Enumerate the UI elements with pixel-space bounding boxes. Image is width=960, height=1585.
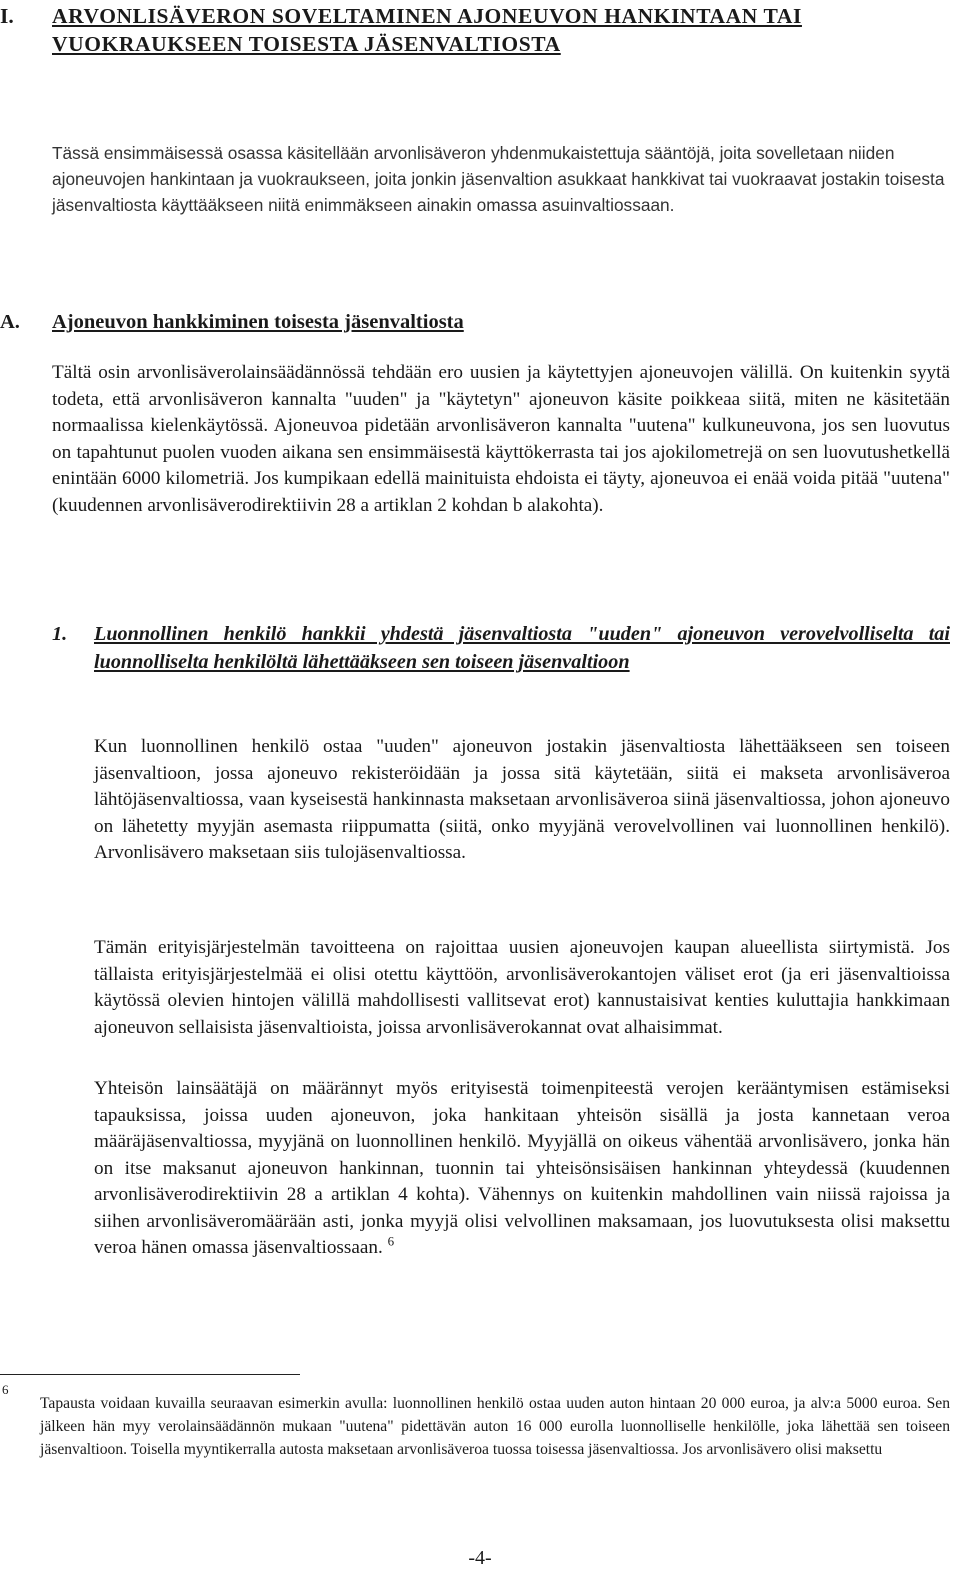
footnote-reference[interactable]: 6: [387, 1233, 395, 1249]
subsection-number: A.: [0, 311, 20, 333]
subsection-heading: [0, 308, 950, 336]
item-number: 1.: [52, 623, 68, 645]
footnote-number: 6: [2, 1382, 9, 1397]
footnote-text: Tapausta voidaan kuvailla seuraavan esimerkin avulla: luonnollinen henkilö ostaa uuden auton hintaan 20 000 euroa, ja alv:a 5000 euroa. Sen jälkeen hän myy verolainsäädännön mukaan "uutena" pidettävän auton 16 000 eurolla luonnolliselle henkilölle, joka lähettää sen toiseen jäsenvaltioon. Toisella myyntikerralla autosta maksetaan arvonlisäveroa tuossa toisessa jäsenvaltiossa. Jos arvonlisävero olisi maksettu: [40, 1395, 950, 1458]
section-heading: [0, 2, 950, 58]
item-heading: [52, 620, 950, 676]
intro-paragraph: Tässä ensimmäisessä osassa käsitellään arvonlisäveron yhdenmukaistettuja sääntöjä, joita sovelletaan niiden ajoneuvojen hankintaan ja vuokraukseen, joita jonkin jäsenvaltion asukkaat hankkivat tai vuokraavat jostakin toisesta jäsenvaltiosta käyttääkseen niitä enimmäkseen ainakin omassa asuinvaltiossaan.: [52, 143, 945, 215]
item-paragraph-3: [94, 1076, 950, 1262]
item-paragraph-1: Kun luonnollinen henkilö ostaa "uuden" ajoneuvon jostakin jäsenvaltiosta lähettääkseen sen toiseen jäsenvaltioon, jossa ajoneuvo rekisteröidään ja jossa sitä käytetään, siitä ei makseta arvonlisäveroa lähtöjäsenvaltiossa, vaan kyseisestä hankinnasta maksetaan arvonlisäveroa siinä jäsenvaltiossa, johon ajoneuvo on lähetetty myyjän asemasta riippumatta (siitä, onko myyjänä verovelvollinen vai luonnollinen henkilö). Arvonlisävero maksetaan siis tulojäsenvaltiossa.: [94, 736, 950, 863]
item-title: Luonnollinen henkilö hankkii yhdestä jäsenvaltiosta "uuden" ajoneuvon verovelvolliselta tai luonnolliselta henkilöltä lähettääkseen sen toiseen jäsenvaltioon: [94, 623, 950, 673]
item-paragraph-2: Tämän erityisjärjestelmän tavoitteena on rajoittaa uusien ajoneuvojen kaupan alueellista siirtymistä. Jos tällaista erityisjärjestelmää ei olisi otettu käyttöön, arvonlisäverokantojen väliset erot (ja eri jäsenvaltioissa käytössä olevien hintojen välillä mahdollisesti vallitsevat erot) kannustaisivat kenties kuluttajia hankkimaan ajoneuvon sellaisista jäsenvaltioista, joissa arvonlisäverokannat ovat alhaisimmat.: [94, 937, 950, 1038]
page-number: -4-: [468, 1547, 492, 1569]
subsection-title: Ajoneuvon hankkiminen toisesta jäsenvaltiosta: [52, 311, 464, 333]
subsection-paragraph: Tältä osin arvonlisäverolainsäädännössä tehdään ero uusien ja käytettyjen ajoneuvojen välillä. On kuitenkin syytä todeta, että arvonlisäveron kannalta "uuden" ja "käytetyn" ajoneuvon käsite poikkeaa siitä, miten ne käsitetään normaalissa kielenkäytössä. Ajoneuvoa pidetään arvonlisäveron kannalta "uutena" kulkuneuvona, jos sen luovutus on tapahtunut puolen vuoden aikana sen ensimmäisestä käyttökerrasta tai jos ajokilometrejä on sen luovutushetkellä enintään 6000 kilometriä. Jos kumpikaan edellä mainituista ehdoista ei täyty, ajoneuvoa ei enää voida pitää "uutena" (kuudennen arvonlisäverodirektiivin 28 a artiklan 2 kohdan b alakohta).: [52, 362, 950, 516]
item-paragraph-3-text: Yhteisön lainsäätäjä on määrännyt myös erityisestä toimenpiteestä verojen kerääntymisen estämiseksi tapauksissa, joissa uuden ajoneuvon, joka hankitaan yhteisön sisällä ja josta kannetaan veroa määräjäsenvaltiossa, myyjänä on luonnollinen henkilö. Myyjällä on oikeus vähentää arvonlisävero, jonka hän on itse maksanut ajoneuvon hankinnan, tuonnin tai yhteisönsisäisen hankinnan yhteydessä (kuudennen arvonlisäverodirektiivin 28 a artiklan 4 kohta). Vähennys on kuitenkin mahdollinen vain niissä rajoissa ja siihen arvonlisäveromäärään asti, jonka myyjä olisi velvollinen maksamaan, jos luovutuksesta olisi maksettu veroa hänen omassa jäsenvaltiossaan.: [94, 1078, 950, 1258]
section-title: ARVONLISÄVERON SOVELTAMINEN AJONEUVON HANKINTAAN TAI VUOKRAUKSEEN TOISESTA JÄSENVALTIOSTA: [52, 4, 802, 56]
section-number: I.: [0, 4, 14, 28]
footnote-divider: [0, 1374, 300, 1375]
